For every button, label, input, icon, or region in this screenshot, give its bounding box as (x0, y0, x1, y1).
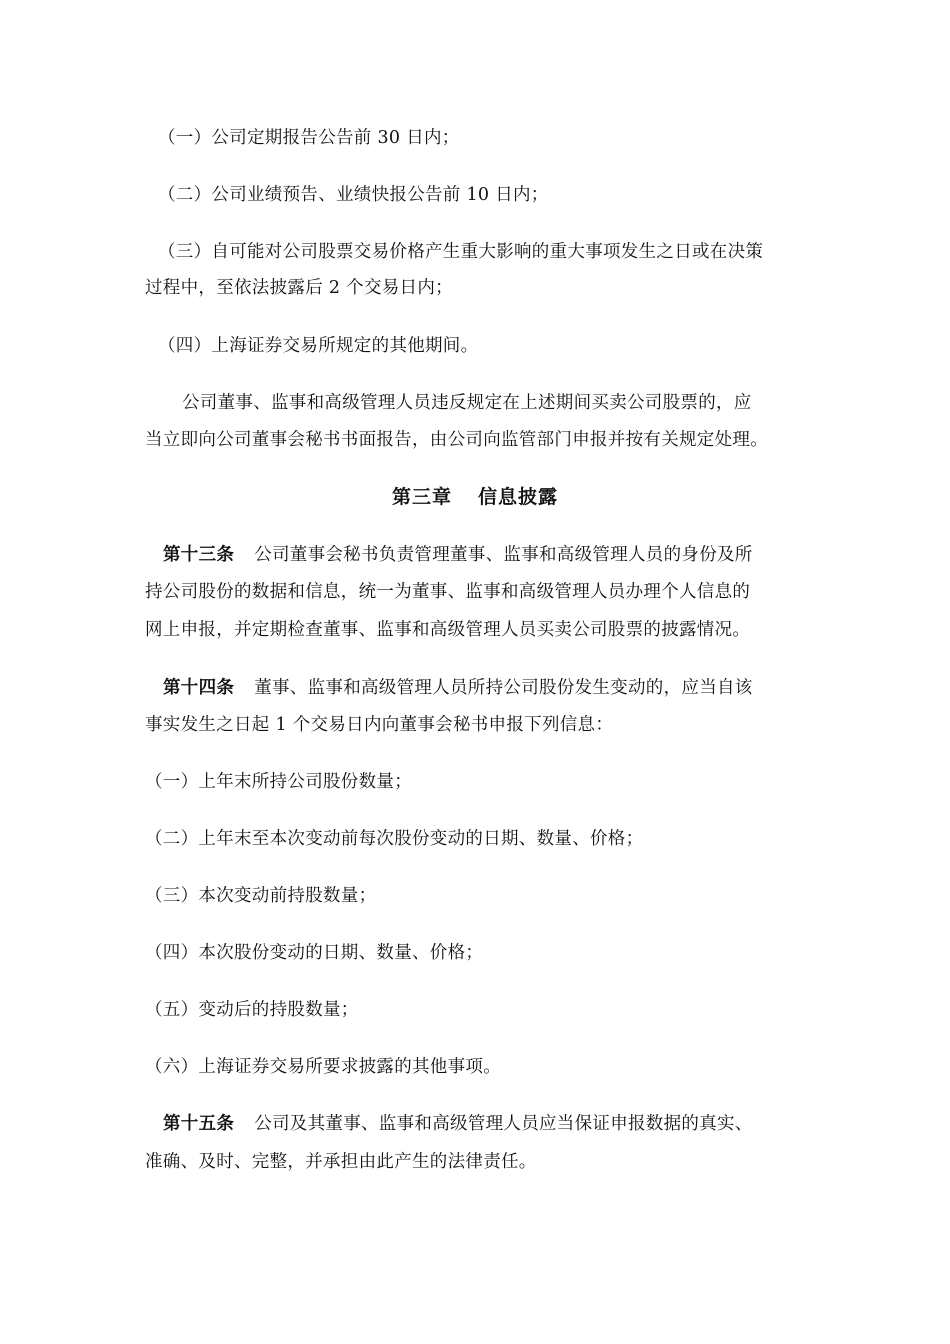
paragraph-line: 当立即向公司董事会秘书书面报告，由公司向监管部门申报并按有关规定处理。 (145, 430, 768, 450)
list-item: （三）本次变动前持股数量； (145, 886, 377, 906)
article-label: 第十五条 (163, 1114, 235, 1134)
article-14-first-line (163, 676, 828, 700)
paragraph-line: 准确、及时、完整，并承担由此产生的法律责任。 (145, 1152, 537, 1172)
list-item: （四）上海证券交易所规定的其他期间。 (158, 336, 479, 356)
list-item-continuation: 过程中，至依法披露后 2 个交易日内； (145, 278, 453, 298)
chapter-number: 第三章 (391, 486, 452, 508)
paragraph-line: 持公司股份的数据和信息，统一为董事、监事和高级管理人员办理个人信息的 (145, 582, 751, 602)
list-item: （二）上年末至本次变动前每次股份变动的日期、数量、价格； (145, 829, 644, 849)
article-15-first-line (163, 1112, 828, 1136)
chapter-title: 信息披露 (478, 486, 559, 508)
article-text: 公司及其董事、监事和高级管理人员应当保证申报数据的真实、 (254, 1114, 753, 1134)
list-item: （一）上年末所持公司股份数量； (145, 772, 412, 792)
article-label: 第十三条 (163, 545, 235, 565)
article-label: 第十四条 (163, 678, 235, 698)
chapter-heading (0, 484, 950, 510)
list-item: （六）上海证券交易所要求披露的其他事项。 (145, 1057, 501, 1077)
list-item: （五）变动后的持股数量； (145, 1000, 359, 1020)
list-item: （一）公司定期报告公告前 30 日内； (158, 128, 460, 148)
article-13-first-line (163, 543, 828, 567)
paragraph-line: 公司董事、监事和高级管理人员违反规定在上述期间买卖公司股票的，应 (182, 393, 752, 413)
list-item: （二）公司业绩预告、业绩快报公告前 10 日内； (158, 185, 549, 205)
article-text: 公司董事会秘书负责管理董事、监事和高级管理人员的身份及所 (254, 545, 753, 565)
article-text: 董事、监事和高级管理人员所持公司股份发生变动的，应当自该 (254, 678, 753, 698)
list-item: （四）本次股份变动的日期、数量、价格； (145, 943, 484, 963)
paragraph-line: 事实发生之日起 1 个交易日内向董事会秘书申报下列信息： (145, 715, 614, 735)
list-item: （三）自可能对公司股票交易价格产生重大影响的重大事项发生之日或在决策 (158, 242, 764, 262)
paragraph-line: 网上申报，并定期检查董事、监事和高级管理人员买卖公司股票的披露情况。 (145, 620, 751, 640)
